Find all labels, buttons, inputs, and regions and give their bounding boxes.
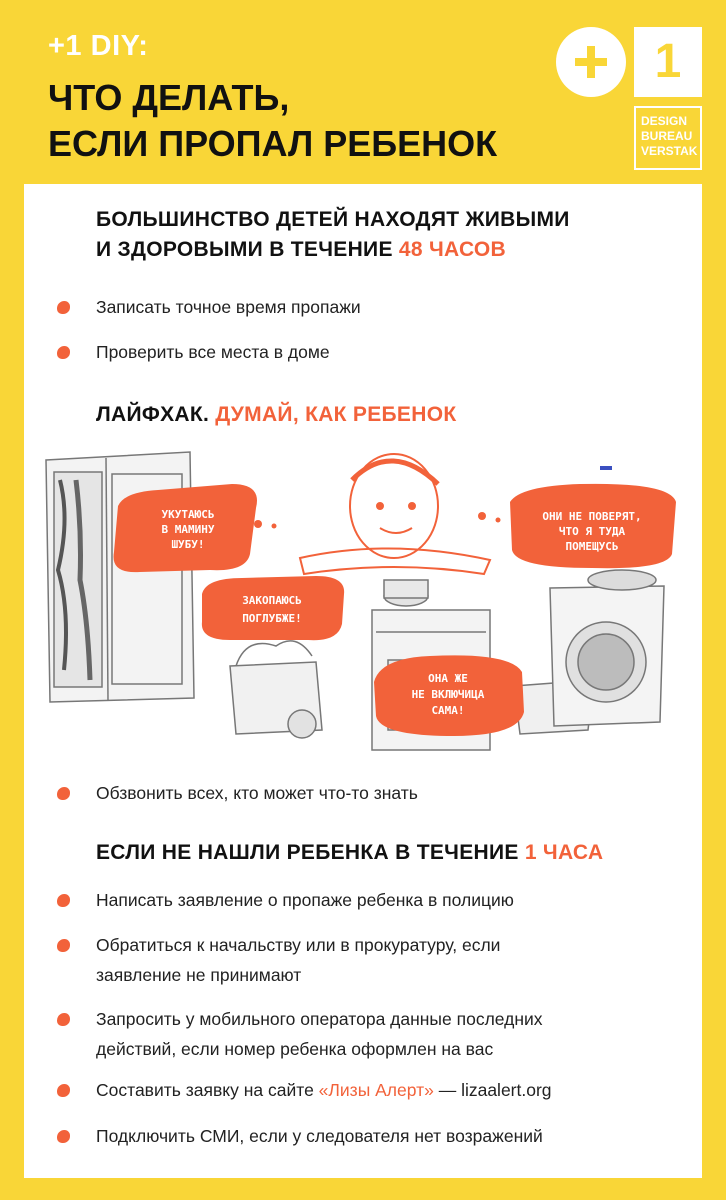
heading-text: ЛАЙФХАК. — [96, 403, 216, 426]
section-heading-1h — [96, 838, 603, 868]
boy-illustration — [300, 454, 490, 574]
liza-alert-link[interactable]: «Лизы Алерт» — [318, 1080, 434, 1100]
bubble-text: ЗАКОПАЮСЬ — [242, 594, 302, 607]
heading-line: БОЛЬШИНСТВО ДЕТЕЙ НАХОДЯТ ЖИВЫМИ — [96, 208, 570, 231]
bubble-text: ПОГЛУБЖЕ! — [242, 612, 302, 625]
heading-text: И ЗДОРОВЫМИ В ТЕЧЕНИЕ — [96, 238, 399, 261]
think-like-child-illustration — [40, 440, 700, 760]
washing-machine-illustration — [550, 570, 664, 726]
heading-accent: 1 ЧАСА — [524, 841, 604, 864]
bubble-text: ОНИ НЕ ПОВЕРЯТ, — [542, 510, 642, 523]
list-item: Обзвонить всех, кто может что-то знать — [96, 783, 418, 803]
list-item-text: Составить заявку на сайте — [96, 1080, 319, 1100]
list-item — [96, 1004, 656, 1064]
logo-one: 1 — [634, 27, 702, 97]
speech-bubble — [510, 484, 676, 568]
list-item-line: Обратиться к начальству или в прокуратуру, если — [96, 935, 501, 955]
toy-box-illustration — [230, 641, 322, 738]
list-item-line: Запросить у мобильного оператора данные последних — [96, 1009, 543, 1029]
lifehack-heading — [96, 400, 456, 430]
list-item-line: заявление не принимают — [96, 965, 302, 985]
bubble-text: ШУБУ! — [171, 538, 205, 551]
plus-circle-icon — [556, 27, 626, 97]
bubble-text: ОНА ЖЕ — [428, 672, 468, 685]
bubble-text: ЧТО Я ТУДА — [558, 525, 626, 538]
logo-text-line: DESIGN — [641, 114, 688, 128]
list-item: Записать точное время пропажи — [96, 297, 361, 317]
heading-text: ЕСЛИ НЕ НАШЛИ РЕБЕНКА В ТЕЧЕНИЕ — [96, 841, 525, 864]
list-item-line: действий, если номер ребенка оформлен на вас — [96, 1039, 494, 1059]
speech-bubble — [202, 576, 344, 640]
header — [0, 0, 726, 190]
heading-accent: ДУМАЙ, КАК РЕБЕНОК — [215, 403, 457, 426]
title-line-1: ЧТО ДЕЛАТЬ, — [48, 77, 290, 118]
speech-bubble — [374, 655, 524, 736]
title-prefix: +1 DIY: — [48, 30, 149, 62]
logo-text-line: BUREAU — [641, 129, 693, 143]
bubble-text: В МАМИНУ — [161, 523, 215, 536]
section-heading-48h — [96, 205, 570, 265]
logo-design-bureau-verstak — [634, 106, 702, 170]
title-line-2: ЕСЛИ ПРОПАЛ РЕБЕНОК — [48, 123, 498, 164]
speech-bubble — [114, 484, 257, 572]
list-item: Подключить СМИ, если у следователя нет возражений — [96, 1126, 543, 1146]
list-item — [96, 1075, 656, 1105]
list-item: Проверить все места в доме — [96, 342, 330, 362]
heading-accent: 48 ЧАСОВ — [398, 238, 507, 261]
logo-text-line: VERSTAK — [641, 144, 698, 158]
list-item: Написать заявление о пропаже ребенка в полицию — [96, 890, 514, 910]
bubble-text: ПОМЕЩУСЬ — [565, 540, 619, 553]
list-item-text: — lizaalert.org — [433, 1080, 552, 1100]
bubble-text: НЕ ВКЛЮЧИЦА — [411, 688, 485, 701]
bubble-text: УКУТАЮСЬ — [161, 508, 215, 521]
list-item — [96, 930, 656, 990]
heading-line — [96, 235, 570, 265]
bubble-text: САМА! — [431, 704, 465, 717]
